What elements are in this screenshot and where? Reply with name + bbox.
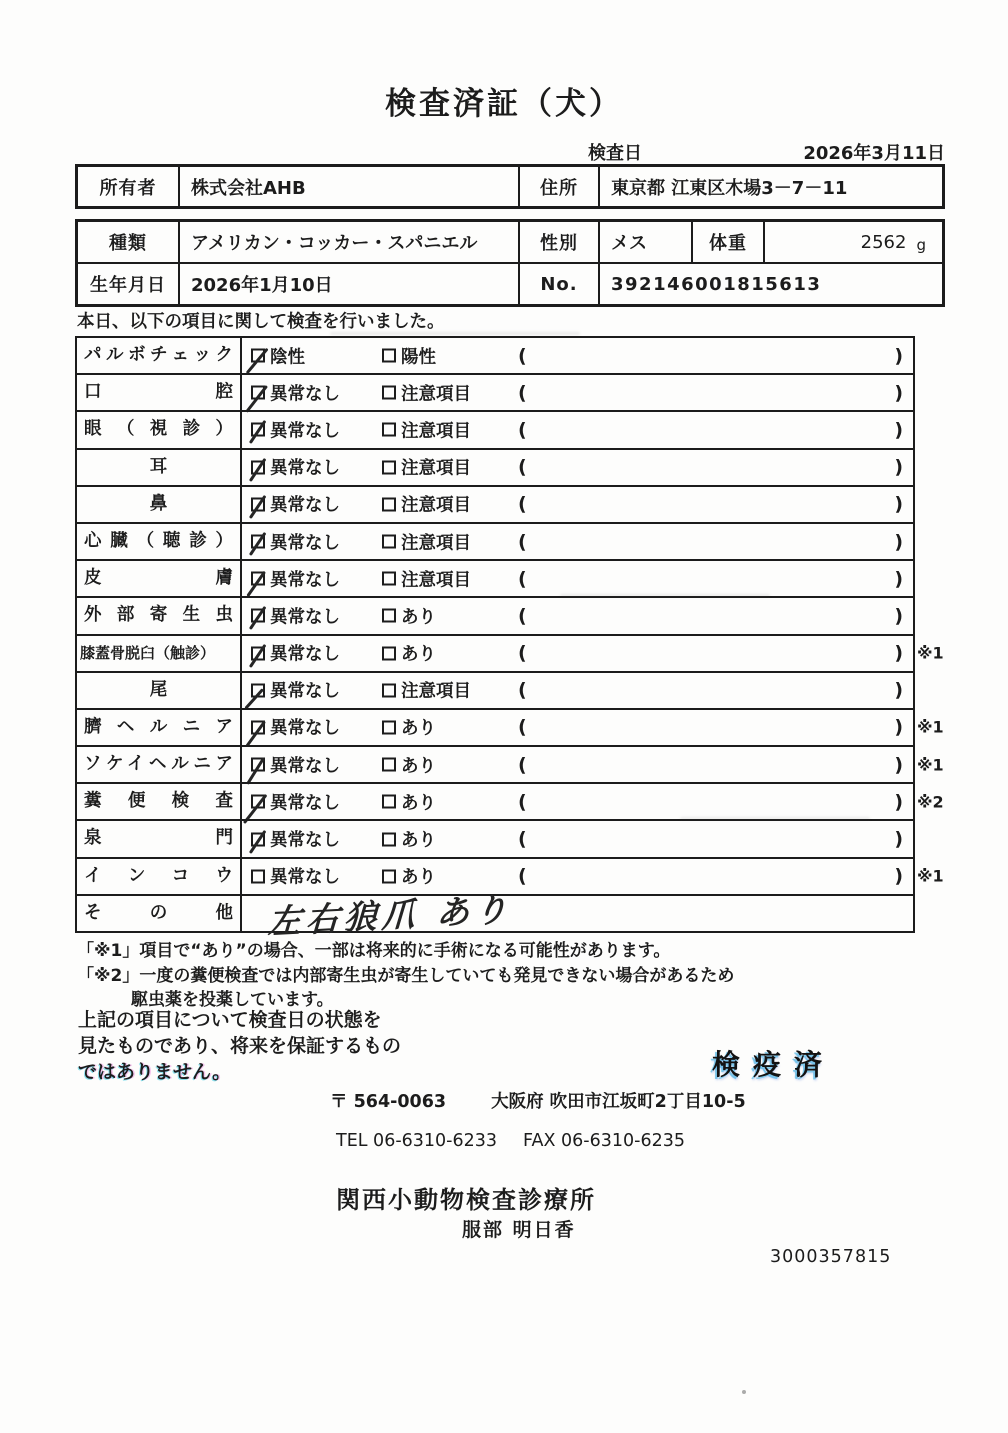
scan-artifact — [680, 817, 870, 820]
clinic-address: 大阪府 吹田市江坂町2丁目10-5 — [491, 1092, 746, 1112]
option-normal — [251, 641, 340, 666]
handwritten-check-icon — [245, 385, 267, 413]
breed-value: アメリカン・コッカー・スパニエル — [180, 222, 520, 262]
handwritten-check-icon — [246, 757, 265, 785]
option-normal — [251, 715, 340, 740]
checkbox-icon — [251, 572, 265, 586]
checklist-row-skin — [77, 559, 913, 596]
item-label: 耳 — [77, 450, 242, 485]
paren-open: ( — [518, 344, 527, 367]
option-label: 異常なし — [270, 681, 340, 702]
pet-table-row-2 — [78, 262, 942, 304]
paren-close: ) — [894, 828, 903, 851]
option-normal — [251, 678, 340, 703]
item-label: 外部寄生虫 — [77, 598, 242, 633]
option-label: あり — [401, 793, 436, 814]
option-label: 注意項目 — [401, 421, 471, 442]
paren-close: ) — [894, 604, 903, 627]
owner-table — [75, 164, 945, 209]
handwritten-check-icon — [249, 643, 266, 667]
checkbox-icon — [382, 869, 396, 883]
option-normal — [251, 529, 340, 554]
clinic-tel-row — [336, 1131, 685, 1151]
checklist-row-eyes — [77, 410, 913, 447]
item-label: ソケイヘルニア — [77, 747, 242, 782]
option-caution — [382, 380, 471, 405]
option-label: 異常なし — [270, 421, 340, 442]
checkbox-icon — [251, 646, 265, 660]
checklist-row-other — [77, 889, 913, 942]
item-label: インコウ — [77, 859, 242, 894]
footnote-2-line2: 駆虫薬を投薬しています。 — [131, 990, 334, 1010]
paren-open: ( — [518, 679, 527, 702]
option-label: 異常なし — [270, 384, 340, 405]
handwritten-check-icon — [249, 829, 266, 853]
checkbox-icon — [382, 720, 396, 734]
option-label: 異常なし — [270, 607, 340, 628]
option-label: 陽性 — [401, 347, 436, 368]
option-label: 異常なし — [270, 458, 340, 479]
checkbox-icon — [251, 869, 265, 883]
item-label: 尾 — [77, 673, 242, 708]
birth-label: 生年月日 — [78, 264, 180, 304]
option-label: あり — [401, 644, 436, 665]
option-label: 陰性 — [270, 347, 305, 368]
paren-open: ( — [518, 567, 527, 590]
checkbox-icon — [382, 535, 396, 549]
quarantine-stamp: 検疫済 — [712, 1048, 836, 1081]
option-label: 異常なし — [270, 867, 340, 888]
checklist-row-parvo — [77, 338, 913, 373]
footnote-2-line1: 「※2」一度の糞便検査では内部寄生虫が寄生していても発見できない場合があるため — [77, 966, 735, 986]
option-present — [382, 752, 436, 777]
checklist-row-patella — [77, 634, 944, 671]
option-present — [382, 789, 436, 814]
option-normal — [251, 752, 340, 777]
checkbox-icon — [382, 758, 396, 772]
no-value: 392146001815613 — [611, 273, 822, 295]
footnote-ref: ※1 — [917, 755, 944, 775]
checkbox-icon — [251, 497, 265, 511]
option-label: 注意項目 — [401, 458, 471, 479]
disclaimer — [78, 1007, 401, 1085]
pet-table-row-1 — [78, 222, 942, 262]
disclaimer-line-1: 上記の項目について検査日の状態を — [78, 1009, 382, 1031]
checkbox-icon — [382, 609, 396, 623]
paren-close: ) — [894, 344, 903, 367]
checkbox-icon — [382, 497, 396, 511]
option-normal — [251, 417, 340, 442]
option-label: あり — [401, 830, 436, 851]
option-present — [382, 864, 436, 889]
option-label: 異常なし — [270, 756, 340, 777]
paren-open: ( — [518, 456, 527, 479]
handwritten-check-icon — [246, 571, 265, 597]
item-label: 臍ヘルニア — [77, 710, 242, 745]
checkbox-icon — [382, 386, 396, 400]
paren-close: ) — [894, 642, 903, 665]
no-label: No. — [520, 264, 600, 304]
item-label: 泉門 — [77, 821, 242, 856]
paren-open: ( — [518, 530, 527, 553]
birth-value: 2026年1月10日 — [180, 264, 520, 304]
footnote-ref: ※1 — [917, 866, 944, 886]
paren-open: ( — [518, 418, 527, 441]
breed-label: 種類 — [78, 222, 180, 262]
paren-open: ( — [518, 604, 527, 627]
item-label: その他 — [77, 896, 242, 931]
option-label: あり — [401, 756, 436, 777]
checkbox-icon — [382, 423, 396, 437]
scan-artifact — [330, 332, 580, 335]
sex-value: メス — [600, 222, 693, 262]
disclaimer-line-3: ではありません。 — [78, 1061, 232, 1083]
item-label: 鼻 — [77, 487, 242, 522]
option-label: 異常なし — [270, 718, 340, 739]
option-normal — [251, 455, 340, 480]
clinic-postal-row — [330, 1088, 746, 1113]
footnote-ref: ※2 — [917, 792, 944, 812]
checklist-row-ectoparasite — [77, 596, 913, 633]
option-present — [382, 641, 436, 666]
paren-close: ) — [894, 530, 903, 553]
option-negative — [251, 343, 305, 368]
checklist-row-mouth — [77, 373, 913, 410]
checklist-row-fecal-exam — [77, 782, 944, 819]
handwritten-check-icon — [246, 348, 269, 374]
paren-open: ( — [518, 753, 527, 776]
handwritten-check-icon — [244, 688, 263, 709]
scan-artifact — [742, 1390, 746, 1394]
exam-date-row — [588, 139, 945, 165]
checklist-row-fontanelle — [77, 819, 913, 856]
checkbox-icon — [382, 683, 396, 697]
paren-close: ) — [894, 679, 903, 702]
pet-table — [75, 219, 945, 307]
exam-date-value: 2026年3月11日 — [803, 143, 945, 164]
footnote-ref: ※1 — [917, 717, 944, 737]
disclaimer-line-2: 見たものであり、将来を保証するもの — [78, 1035, 402, 1057]
paren-open: ( — [518, 716, 527, 739]
clinic-name: 関西小動物検査診療所 — [336, 1186, 596, 1214]
weight-value: 2562 — [860, 231, 907, 253]
checklist-row-heart — [77, 522, 913, 559]
option-normal — [251, 566, 340, 591]
handwritten-check-icon — [249, 458, 266, 482]
intro-text: 本日、以下の項目に関して検査を行いました。 — [77, 312, 445, 332]
paren-open: ( — [518, 381, 527, 404]
option-label: 注意項目 — [401, 533, 471, 554]
owner-label: 所有者 — [78, 167, 180, 206]
checkbox-icon — [251, 349, 265, 363]
item-label: 心臓（聴診） — [77, 524, 242, 559]
checkbox-icon — [382, 349, 396, 363]
item-label: パルボチェック — [77, 338, 242, 373]
option-label: 異常なし — [270, 533, 340, 554]
option-normal — [251, 603, 340, 628]
option-caution — [382, 566, 471, 591]
exam-date-label: 検査日 — [588, 143, 642, 164]
checklist-row-umbilical-hernia — [77, 708, 944, 745]
paren-close: ) — [894, 865, 903, 888]
option-label: あり — [401, 607, 436, 628]
item-label: 膝蓋骨脱臼（触診） — [77, 636, 242, 671]
page-title: 検査済証（犬） — [385, 86, 623, 122]
handwritten-check-icon — [249, 532, 266, 556]
checkbox-icon — [251, 423, 265, 437]
paren-close: ) — [894, 381, 903, 404]
weight-unit: g — [916, 236, 926, 254]
option-label: 注意項目 — [401, 384, 471, 405]
item-label: 眼（視診） — [77, 412, 242, 447]
option-present — [382, 827, 436, 852]
address-label: 住所 — [520, 167, 600, 206]
handwritten-check-icon — [249, 606, 266, 630]
veterinarian-name: 服部 明日香 — [462, 1219, 576, 1241]
option-label: 注意項目 — [401, 495, 471, 516]
checkbox-icon — [251, 720, 265, 734]
paren-close: ) — [894, 418, 903, 441]
sex-label: 性別 — [520, 222, 600, 262]
option-caution — [382, 529, 471, 554]
checkbox-icon — [251, 795, 265, 809]
paren-close: ) — [894, 716, 903, 739]
option-normal — [251, 789, 340, 814]
checkbox-icon — [251, 386, 265, 400]
tel-number: TEL 06-6310-6233 — [336, 1131, 498, 1151]
handwritten-note: 左右狼爪 あり — [267, 889, 514, 942]
handwritten-check-icon — [249, 495, 266, 519]
serial-number: 3000357815 — [770, 1247, 892, 1267]
option-label: 異常なし — [270, 495, 340, 516]
item-label: 皮膚 — [77, 561, 242, 596]
handwritten-check-icon — [249, 420, 266, 444]
option-label: あり — [401, 718, 436, 739]
paren-open: ( — [518, 493, 527, 516]
checkbox-icon — [382, 832, 396, 846]
option-positive — [382, 343, 436, 368]
option-label: 異常なし — [270, 830, 340, 851]
checkbox-icon — [382, 646, 396, 660]
checklist-table — [75, 336, 944, 942]
checkbox-icon — [251, 683, 265, 697]
option-label: 異常なし — [270, 793, 340, 814]
option-normal — [251, 827, 340, 852]
checkbox-icon — [251, 832, 265, 846]
option-normal — [251, 492, 340, 517]
option-caution — [382, 417, 471, 442]
item-label: 口腔 — [77, 375, 242, 410]
option-normal — [251, 864, 340, 889]
item-label: 糞便検査 — [77, 784, 242, 819]
paren-close: ) — [894, 567, 903, 590]
checklist-row-inguinal-hernia — [77, 745, 944, 782]
paren-open: ( — [518, 828, 527, 851]
checklist-row-ears — [77, 448, 913, 485]
option-present — [382, 603, 436, 628]
paren-open: ( — [518, 790, 527, 813]
checkbox-icon — [382, 572, 396, 586]
paren-close: ) — [894, 753, 903, 776]
checkbox-icon — [251, 460, 265, 474]
option-caution — [382, 492, 471, 517]
scan-artifact — [560, 594, 770, 597]
checkbox-icon — [251, 535, 265, 549]
footnote-ref: ※1 — [917, 643, 944, 663]
paren-open: ( — [518, 642, 527, 665]
owner-value: 株式会社AHB — [180, 167, 520, 206]
paren-close: ) — [894, 493, 903, 516]
checkbox-icon — [251, 758, 265, 772]
option-caution — [382, 455, 471, 480]
paren-close: ) — [894, 456, 903, 479]
weight-cell — [765, 222, 942, 262]
handwritten-check-icon — [245, 720, 265, 747]
address-value: 東京都 江東区木場3－7－11 — [611, 177, 848, 199]
checkbox-icon — [382, 460, 396, 474]
option-label: 注意項目 — [401, 681, 471, 702]
paren-close: ) — [894, 790, 903, 813]
checkbox-icon — [251, 609, 265, 623]
option-present — [382, 715, 436, 740]
postal-code: 〒 564-0063 — [330, 1092, 447, 1112]
checklist-row-nose — [77, 485, 913, 522]
option-label: 異常なし — [270, 644, 340, 665]
weight-label: 体重 — [693, 222, 765, 262]
footnote-1: 「※1」項目で“あり”の場合、一部は将来的に手術になる可能性があります。 — [77, 941, 671, 961]
option-normal — [251, 380, 340, 405]
fax-number: FAX 06-6310-6235 — [523, 1131, 685, 1151]
option-label: あり — [401, 867, 436, 888]
checklist-row-tail — [77, 671, 913, 708]
paren-open: ( — [518, 865, 527, 888]
option-caution — [382, 678, 471, 703]
option-label: 異常なし — [270, 570, 340, 591]
checkbox-icon — [382, 795, 396, 809]
option-label: 注意項目 — [401, 570, 471, 591]
